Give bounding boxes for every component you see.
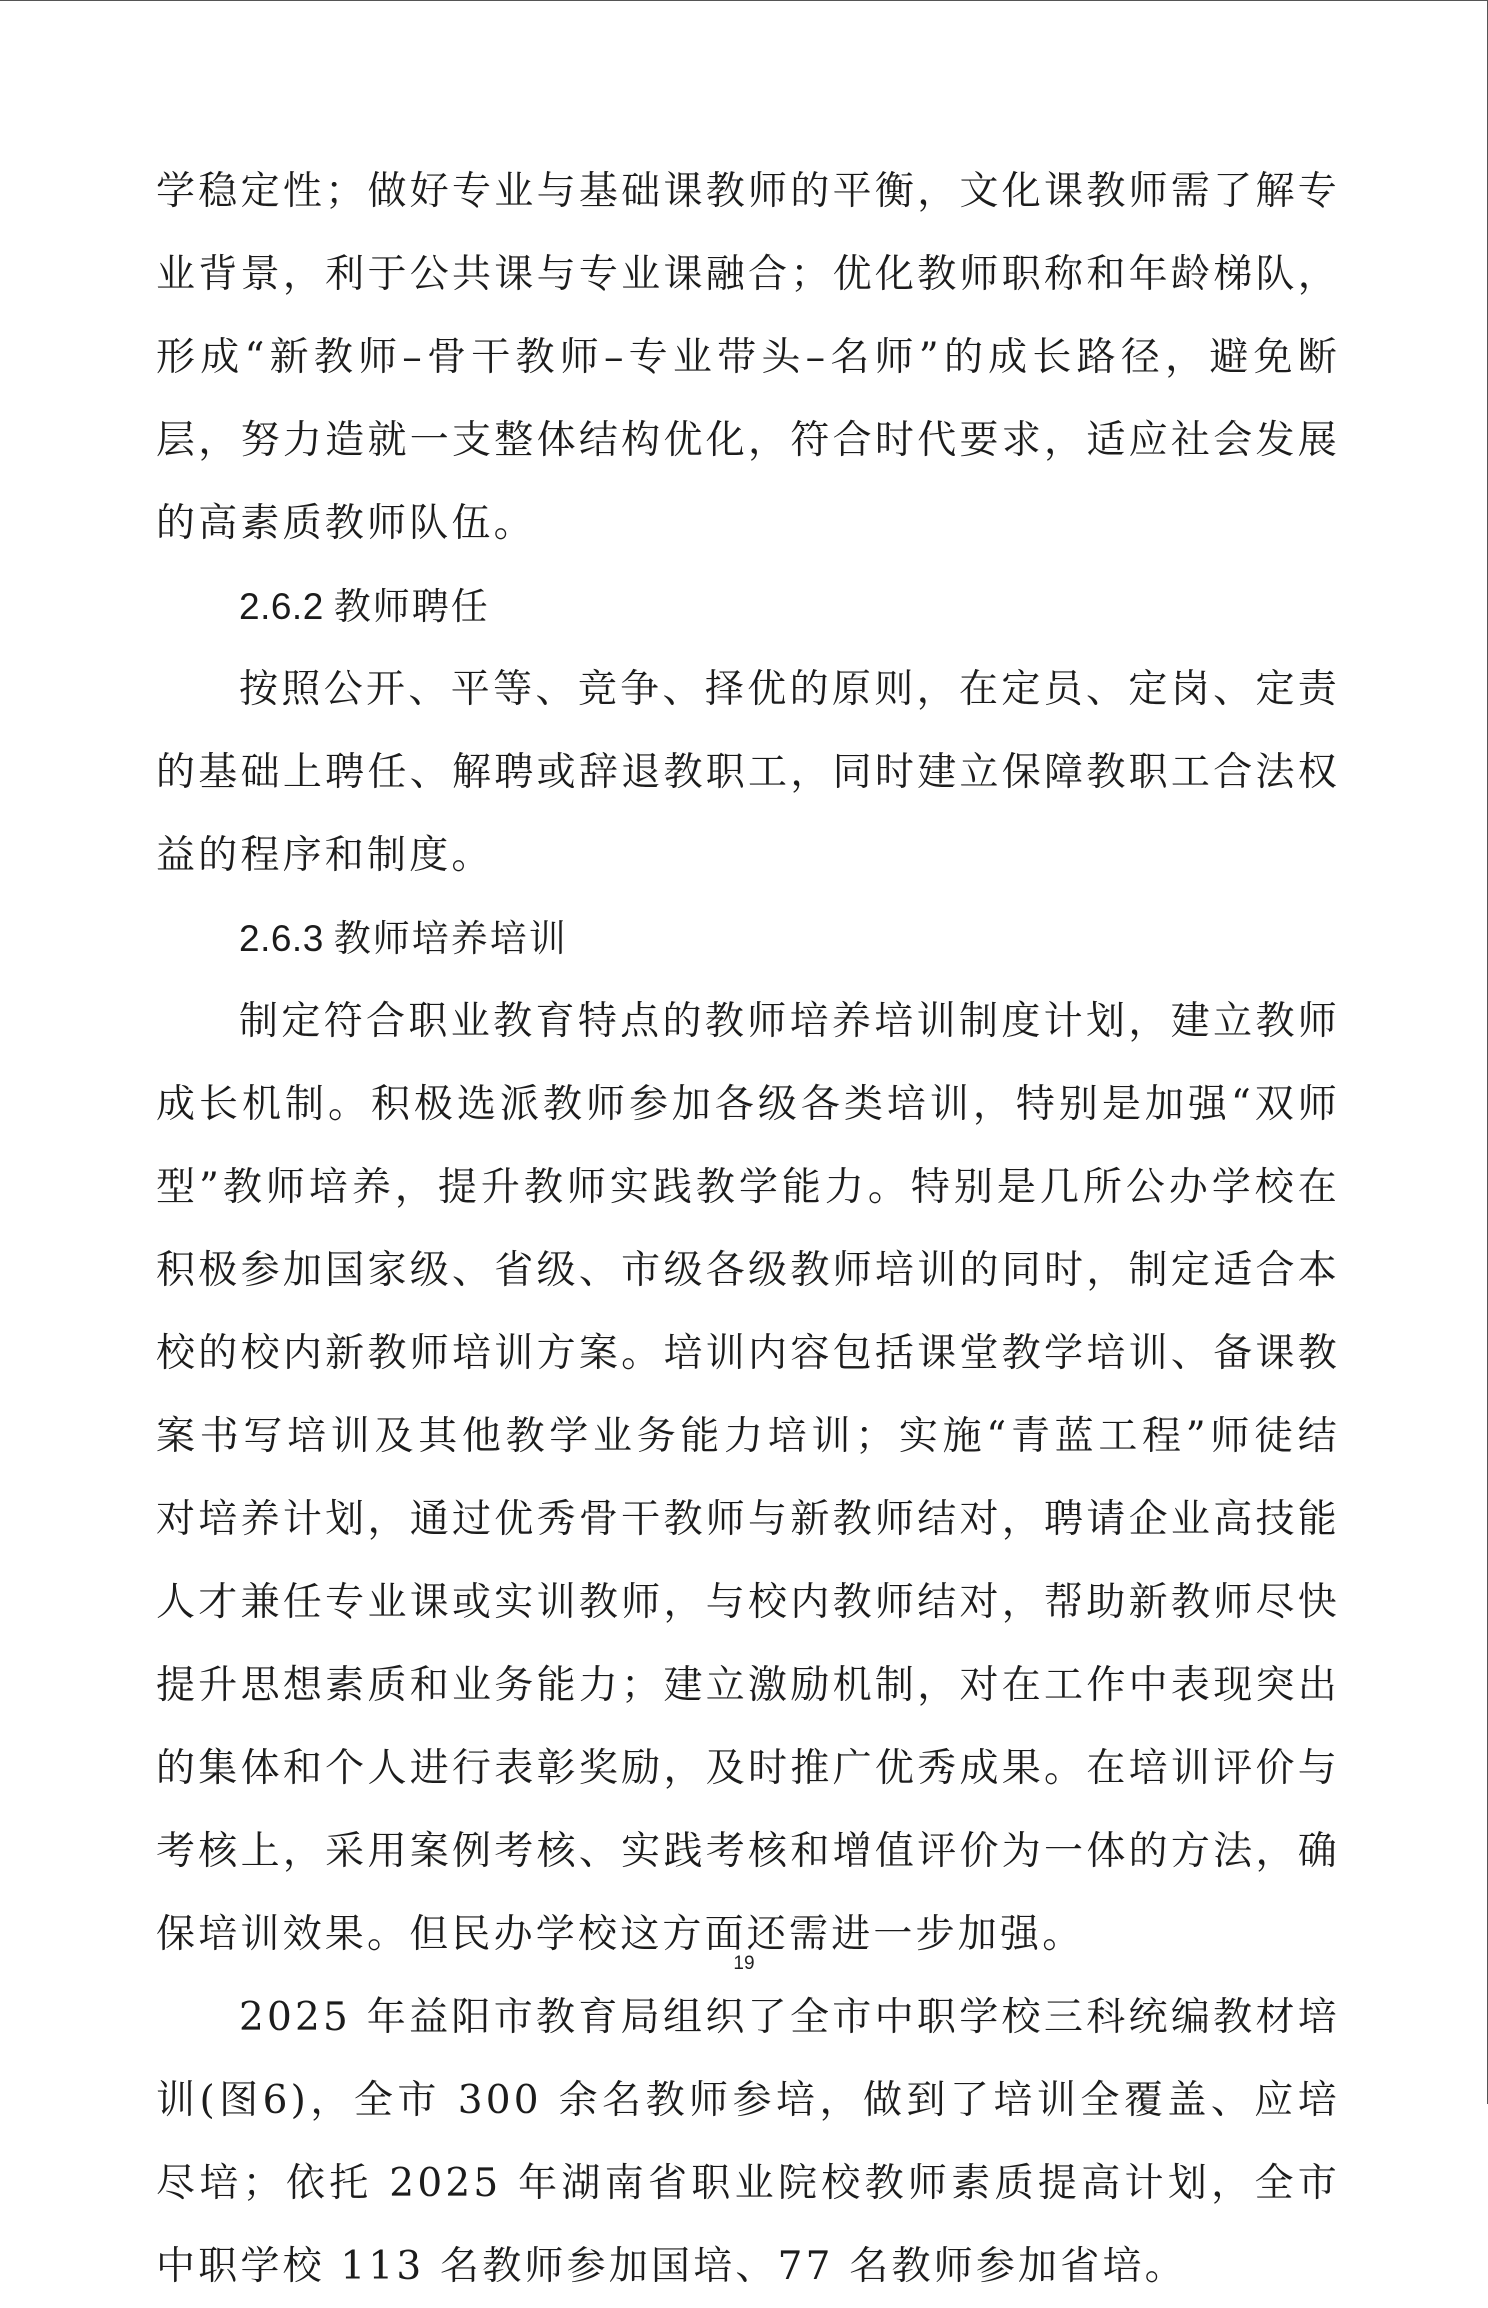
section-heading-2-6-2 xyxy=(156,565,1340,648)
section-title: 教师培养培训 xyxy=(333,917,568,960)
paragraph-training-2025: 2025 年益阳市教育局组织了全市中职学校三科统编教材培训(图6)，全市 300 余名教师参培，做到了培训全覆盖、应培尽培；依托 2025 年湖南省职业院校教师素质提高计划，全市中职学校 113 名教师参加国培、77 名教师参加省培。 xyxy=(156,1995,1340,2289)
paragraph-teacher-training: 制定符合职业教育特点的教师培养培训制度计划，建立教师成长机制。积极选派教师参加各级各类培训，特别是加强“双师型”教师培养，提升教师实践教学能力。特别是几所公办学校在积极参加国家级、省级、市级各级教师培训的同时，制定适合本校的校内新教师培训方案。培训内容包括课堂教学培训、备课教案书写培训及其他教学业务能力培训；实施“青蓝工程”师徒结对培养计划，通过优秀骨干教师与新教师结对，聘请企业高技能人才兼任专业课或实训教师，与校内教师结对，帮助新教师尽快提升思想素质和业务能力；建立激励机制，对在工作中表现突出的集体和个人进行表彰奖励，及时推广优秀成果。在培训评价与考核上，采用案例考核、实践考核和增值评价为一体的方法，确保培训效果。但民办学校这方面还需进一步加强。 xyxy=(156,999,1340,1957)
paragraph-teacher-hiring: 按照公开、平等、竞争、择优的原则，在定员、定岗、定责的基础上聘任、解聘或辞退教职工，同时建立保障教职工合法权益的程序和制度。 xyxy=(156,667,1340,878)
paragraph-continuation: 学稳定性；做好专业与基础课教师的平衡，文化课教师需了解专业背景，利于公共课与专业课融合；优化教师职称和年龄梯队，形成“新教师–骨干教师–专业带头–名师”的成长路径，避免断层，努力造就一支整体结构优化，符合时代要求，适应社会发展的高素质教师队伍。 xyxy=(156,169,1340,546)
section-heading-2-6-3 xyxy=(156,897,1340,980)
document-body xyxy=(156,150,1340,2308)
section-number: 2.6.2 xyxy=(239,586,324,627)
page-number: 19 xyxy=(733,1953,755,1974)
page-border-top xyxy=(0,0,1488,1)
section-title: 教师聘任 xyxy=(333,585,490,628)
section-number: 2.6.3 xyxy=(239,918,324,959)
